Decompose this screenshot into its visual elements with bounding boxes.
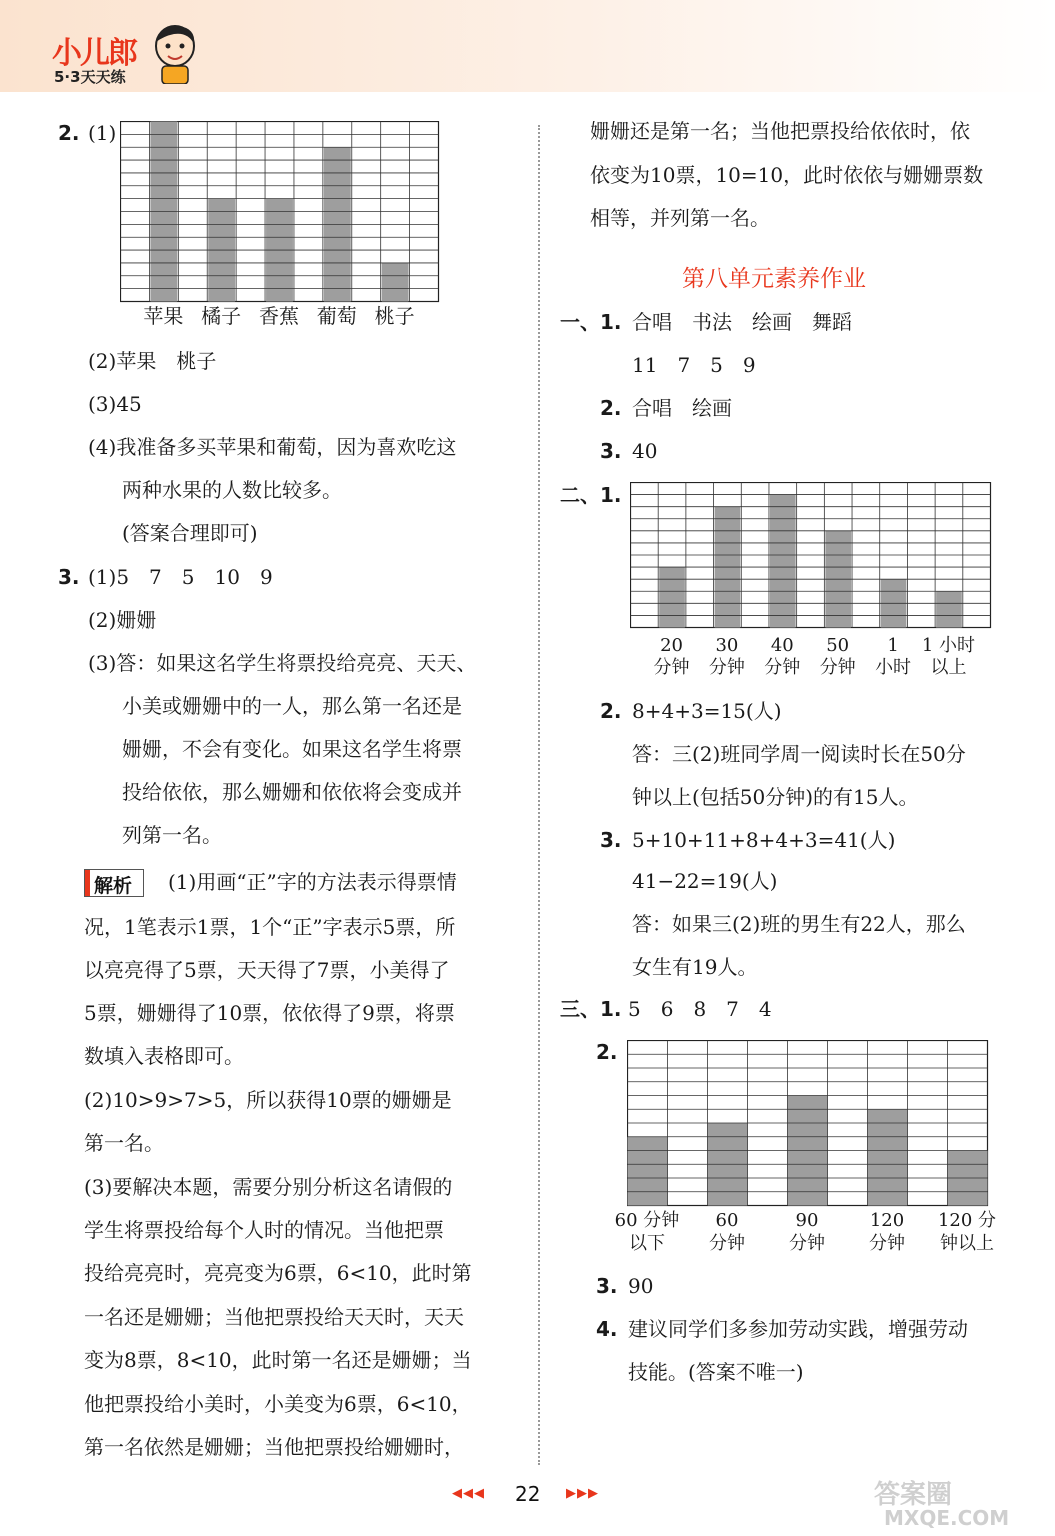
q2-part4-line2: 两种水果的人数比较多。 <box>122 478 342 502</box>
section2-label: 二、1. <box>560 483 622 507</box>
chart-tick-label: 20 <box>660 635 683 656</box>
s3-answer3: 90 <box>628 1274 654 1298</box>
chart-tick-label: 小时 <box>875 657 912 678</box>
chart-tick-label: 以下 <box>629 1233 665 1254</box>
prev-arrows-icon: ◀◀◀ <box>452 1486 485 1501</box>
s2-answer2-line2: 钟以上(包括50分钟)的有15人。 <box>632 785 919 809</box>
labor-time-bar-chart <box>627 1040 989 1208</box>
s2-answer2-calc: 8+4+3=15(人) <box>632 699 782 723</box>
chart-bar <box>770 495 796 628</box>
analysis-line: 学生将票投给每个人时的情况。当他把票 <box>84 1218 444 1242</box>
chart-tick-label: 钟以上 <box>940 1233 994 1254</box>
q3-part1: (1)5 7 5 10 9 <box>88 565 273 589</box>
s2-q2-number: 2. <box>600 699 622 723</box>
q3-part3-line: 姗姗，不会有变化。如果这名学生将票 <box>122 737 462 761</box>
q3-part2: (2)姗姗 <box>88 608 157 632</box>
chart-tick-label: 30 <box>715 635 739 656</box>
analysis-line: 变为8票，8<10，此时第一名还是姗姗；当 <box>84 1348 472 1372</box>
page-number: 22 <box>515 1482 541 1506</box>
s2-answer3-calc2: 41−22=19(人) <box>632 869 778 893</box>
q2-part3: (3)45 <box>88 392 142 416</box>
analysis-line: 5票，姗姗得了10票，依依得了9票，将票 <box>84 1001 455 1025</box>
s2-answer3-calc1: 5+10+11+8+4+3=41(人) <box>632 828 896 852</box>
analysis-line: 他把票投给小美时，小美变为6票，6<10， <box>84 1392 472 1416</box>
s1-answer2: 合唱 绘画 <box>632 396 732 420</box>
chart-bar <box>868 1109 908 1205</box>
s3-q2-number: 2. <box>596 1040 618 1064</box>
chart-bar <box>628 1137 668 1206</box>
chart-tick-label: 分钟 <box>764 657 801 678</box>
watermark-logo: 答案圈 <box>874 1480 953 1510</box>
analysis-cont-line: 相等，并列第一名。 <box>590 206 770 230</box>
analysis-line: 以亮亮得了5票，天天得了7票，小美得了 <box>84 958 450 982</box>
q2-part4-line1: (4)我准备多买苹果和葡萄，因为喜欢吃这 <box>88 435 457 459</box>
analysis-line: 第一名依然是姗姗；当他把票投给姗姗时， <box>84 1435 464 1459</box>
unit-title: 第八单元素养作业 <box>682 266 866 292</box>
chart-tick-label: 分钟 <box>709 1233 745 1254</box>
column-divider <box>538 125 540 1465</box>
analysis-line: 第一名。 <box>84 1131 164 1155</box>
analysis-line: 投给亮亮时，亮亮变为6票，6<10，此时第 <box>84 1261 472 1285</box>
chart-tick-label: 1 <box>887 635 899 656</box>
analysis-cont-line: 依变为10票，10=10，此时依依与姗姗票数 <box>590 163 984 187</box>
s1-q2-number: 2. <box>600 396 622 420</box>
section1-label: 一、1. <box>560 310 622 334</box>
q2-part4-note: (答案合理即可) <box>122 521 258 545</box>
chart-tick-label: 分钟 <box>819 657 856 678</box>
chart-tick-label: 60 <box>715 1210 739 1231</box>
q3-part3-line: (3)答：如果这名学生将票投给亮亮、天天、 <box>88 651 477 675</box>
s3-q4-number: 4. <box>596 1317 618 1341</box>
analysis-line: 一名还是姗姗；当他把票投给天天时，天天 <box>84 1305 464 1329</box>
s2-answer3-line2: 女生有19人。 <box>632 955 758 979</box>
chart-tick-label: 120 <box>869 1210 905 1231</box>
chart-tick-label: 分钟 <box>789 1233 825 1254</box>
analysis-line: 数填入表格即可。 <box>84 1044 244 1068</box>
analysis-tag-label: 解析 <box>94 875 133 897</box>
analysis-tag-bar <box>85 870 90 896</box>
s1-answer1: 合唱 书法 绘画 舞蹈 <box>632 310 852 334</box>
chart-tick-label: 桃子 <box>374 304 415 328</box>
chart-tick-label: 分钟 <box>869 1233 905 1254</box>
next-arrows-icon: ▶▶▶ <box>566 1486 599 1501</box>
analysis-line: (2)10>9>7>5，所以获得10票的姗姗是 <box>84 1088 452 1112</box>
s1-q3-number: 3. <box>600 439 622 463</box>
chart-tick-label: 分钟 <box>708 657 745 678</box>
analysis-line: (3)要解决本题，需要分别分析这名请假的 <box>84 1175 453 1199</box>
s1-answer3: 40 <box>632 439 658 463</box>
q2-part1: (1) <box>88 121 117 145</box>
q2-part2: (2)苹果 桃子 <box>88 349 217 373</box>
chart-tick-label: 120 分 <box>937 1210 997 1231</box>
q2-number: 2. <box>58 121 80 145</box>
section3-label: 三、1. <box>560 997 622 1021</box>
watermark-url: MXQE.COM <box>884 1506 1010 1530</box>
series-name: 5·3天天练 <box>54 68 126 86</box>
s2-q3-number: 3. <box>600 828 622 852</box>
chart-bar <box>382 263 409 302</box>
chart-tick-label: 40 <box>770 635 794 656</box>
chart-tick-label: 60 分钟 <box>614 1210 680 1231</box>
analysis-line: (1)用画“正”字的方法表示得票情 <box>168 870 457 894</box>
q3-part3-line: 投给依依，那么姗姗和依依将会变成并 <box>122 780 462 804</box>
s3-q3-number: 3. <box>596 1274 618 1298</box>
chart-tick-label: 分钟 <box>653 657 690 678</box>
chart-tick-label: 以上 <box>930 657 967 678</box>
chart-tick-label: 苹果 <box>143 304 184 328</box>
s2-answer3-line1: 答：如果三(2)班的男生有22人，那么 <box>632 912 966 936</box>
fruit-bar-chart <box>120 121 440 304</box>
s1-answer1b: 11 7 5 9 <box>632 353 756 377</box>
chart-bar <box>936 591 962 627</box>
mascot-icon <box>152 22 198 84</box>
chart-tick-label: 葡萄 <box>316 304 357 328</box>
s3-answer1: 5 6 8 7 4 <box>628 997 772 1021</box>
analysis-cont-line: 姗姗还是第一名；当他把票投给依依时，依 <box>590 119 970 143</box>
chart-tick-label: 橘子 <box>201 304 242 328</box>
chart-tick-label: 香蕉 <box>259 304 299 328</box>
analysis-tag <box>84 869 144 897</box>
q3-part3-line: 列第一名。 <box>122 823 222 847</box>
reading-time-bar-chart <box>630 482 992 630</box>
q3-number: 3. <box>58 565 80 589</box>
chart-tick-label: 50 <box>826 635 850 656</box>
s3-answer4-line1: 建议同学们多参加劳动实践，增强劳动 <box>628 1317 968 1341</box>
q3-part3-line: 小美或姗姗中的一人，那么第一名还是 <box>122 694 462 718</box>
s3-answer4-line2: 技能。(答案不唯一) <box>628 1360 804 1384</box>
s2-answer2-line1: 答：三(2)班同学周一阅读时长在50分 <box>632 742 966 766</box>
chart-tick-label: 90 <box>795 1210 819 1231</box>
analysis-line: 况，1笔表示1票，1个“正”字表示5票，所 <box>84 915 456 939</box>
chart-tick-label: 1 小时 <box>921 635 976 656</box>
chart-bar <box>659 567 685 627</box>
brand-logo: 小儿郎 <box>52 36 136 71</box>
